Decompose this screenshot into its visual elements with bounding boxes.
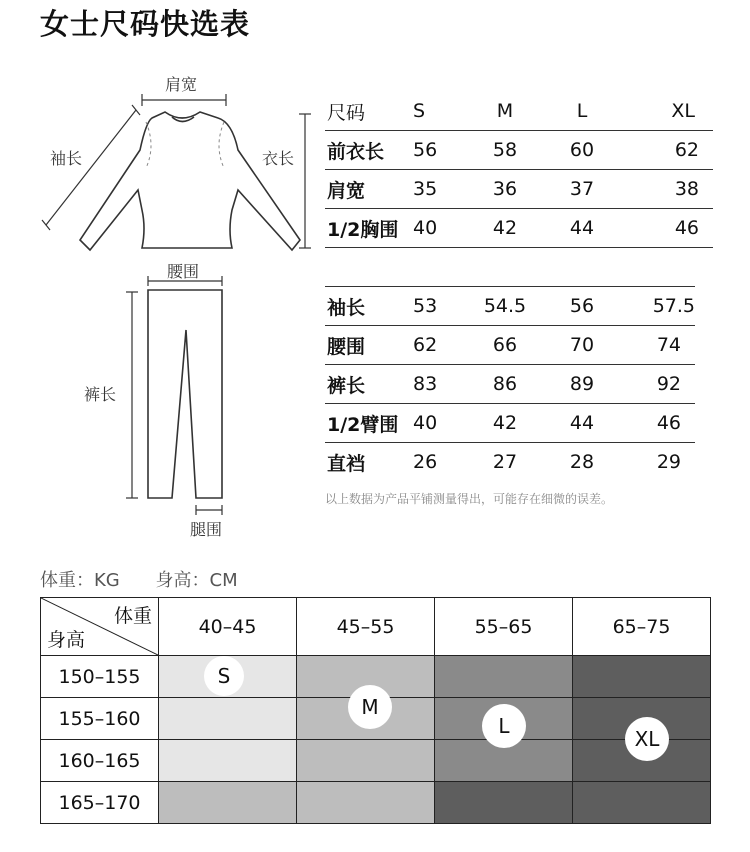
- cell: 46: [617, 404, 695, 443]
- cell: 57.5: [617, 287, 695, 326]
- measurement-note: 以上数据为产品平铺测量得出，可能存在细微的误差。: [325, 492, 614, 506]
- units-legend: [40, 566, 268, 592]
- cell: 58: [463, 131, 547, 170]
- cell: 40: [413, 209, 463, 248]
- weight-unit: 体重：KG: [40, 570, 120, 591]
- height-range: 155–160: [41, 698, 159, 740]
- table-row: [325, 404, 695, 443]
- header-s: S: [413, 92, 463, 131]
- row-label: 袖长: [325, 287, 413, 326]
- size-badge-l: L: [482, 704, 526, 748]
- table-row: [325, 326, 695, 365]
- cell: 83: [413, 365, 463, 404]
- fit-cell: [159, 782, 297, 824]
- row-label: 1/2胸围: [325, 209, 413, 248]
- weight-range: 40–45: [159, 598, 297, 656]
- corner-cell: [41, 598, 159, 656]
- cell: 42: [463, 404, 547, 443]
- cell: 89: [547, 365, 617, 404]
- cell: 62: [617, 131, 713, 170]
- cell: 29: [656, 451, 681, 473]
- header-l: L: [547, 92, 617, 131]
- fit-cell: [435, 656, 573, 698]
- thigh-label: 腿围: [190, 520, 223, 539]
- table-row: [325, 443, 695, 482]
- table-row: [325, 287, 695, 326]
- cell: 27: [492, 451, 518, 473]
- height-range: 165–170: [41, 782, 159, 824]
- table-row: [325, 170, 713, 209]
- top-size-table: [325, 92, 713, 248]
- cell: 44: [547, 209, 617, 248]
- cell: 35: [413, 170, 463, 209]
- table-row: [325, 365, 695, 404]
- header-xl: XL: [617, 92, 713, 131]
- waist-label: 腰围: [167, 262, 200, 281]
- cell: 56: [413, 131, 463, 170]
- cell: 28: [569, 451, 595, 473]
- height-range: 160–165: [41, 740, 159, 782]
- weight-header-row: [41, 598, 711, 656]
- cell: 46: [617, 209, 713, 248]
- fit-cell: [159, 698, 297, 740]
- sleeve-label: 袖长: [50, 149, 83, 168]
- pants-outline: [148, 290, 222, 498]
- corner-weight: 体重: [113, 605, 152, 627]
- row-label: 裤长: [325, 365, 413, 404]
- cell: 92: [617, 365, 695, 404]
- cell: 86: [463, 365, 547, 404]
- cell: 40: [413, 404, 463, 443]
- length-label: 衣长: [262, 149, 295, 168]
- height-row: [41, 740, 711, 782]
- weight-range: 55–65: [435, 598, 573, 656]
- cell: 54.5: [463, 287, 547, 326]
- table-row: [325, 209, 713, 248]
- height-unit: 身高：CM: [155, 570, 238, 591]
- cell: 37: [547, 170, 617, 209]
- table-header-row: [325, 92, 713, 131]
- header-m: M: [463, 92, 547, 131]
- fit-cell: [573, 656, 711, 698]
- fit-cell: [435, 782, 573, 824]
- garment-outline: [0, 0, 320, 545]
- row-label: 肩宽: [325, 170, 413, 209]
- cell: 60: [547, 131, 617, 170]
- corner-height: 身高: [47, 629, 86, 651]
- cell: 74: [617, 326, 695, 365]
- page-title: 女士尺码快选表: [40, 7, 251, 41]
- size-badge-m: M: [348, 685, 392, 729]
- table-row: [325, 131, 713, 170]
- fit-cell: [573, 782, 711, 824]
- row-label: 直裆: [327, 452, 366, 475]
- bottom-size-table: [325, 286, 695, 481]
- garment-diagram: [0, 0, 320, 545]
- cell: 42: [463, 209, 547, 248]
- weight-range: 45–55: [297, 598, 435, 656]
- weight-range: 65–75: [573, 598, 711, 656]
- fit-cell: [297, 782, 435, 824]
- cell: 38: [617, 170, 713, 209]
- cell: 62: [413, 326, 463, 365]
- size-badge-s: S: [204, 656, 244, 696]
- height-row: [41, 782, 711, 824]
- size-badge-xl: XL: [625, 717, 669, 761]
- top-outline: [80, 112, 300, 250]
- pants-length-label: 裤长: [84, 385, 117, 404]
- row-label: 前衣长: [325, 131, 413, 170]
- header-size: 尺码: [325, 92, 413, 131]
- cell: 66: [463, 326, 547, 365]
- cell: 70: [547, 326, 617, 365]
- fit-cell: [159, 740, 297, 782]
- row-label: 1/2臂围: [325, 404, 413, 443]
- row-label: 腰围: [325, 326, 413, 365]
- cell: 53: [413, 287, 463, 326]
- shoulder-label: 肩宽: [165, 75, 198, 94]
- cell: 56: [547, 287, 617, 326]
- fit-cell: [297, 740, 435, 782]
- cell: 26: [413, 451, 438, 473]
- cell: 36: [463, 170, 547, 209]
- height-range: 150–155: [41, 656, 159, 698]
- cell: 44: [547, 404, 617, 443]
